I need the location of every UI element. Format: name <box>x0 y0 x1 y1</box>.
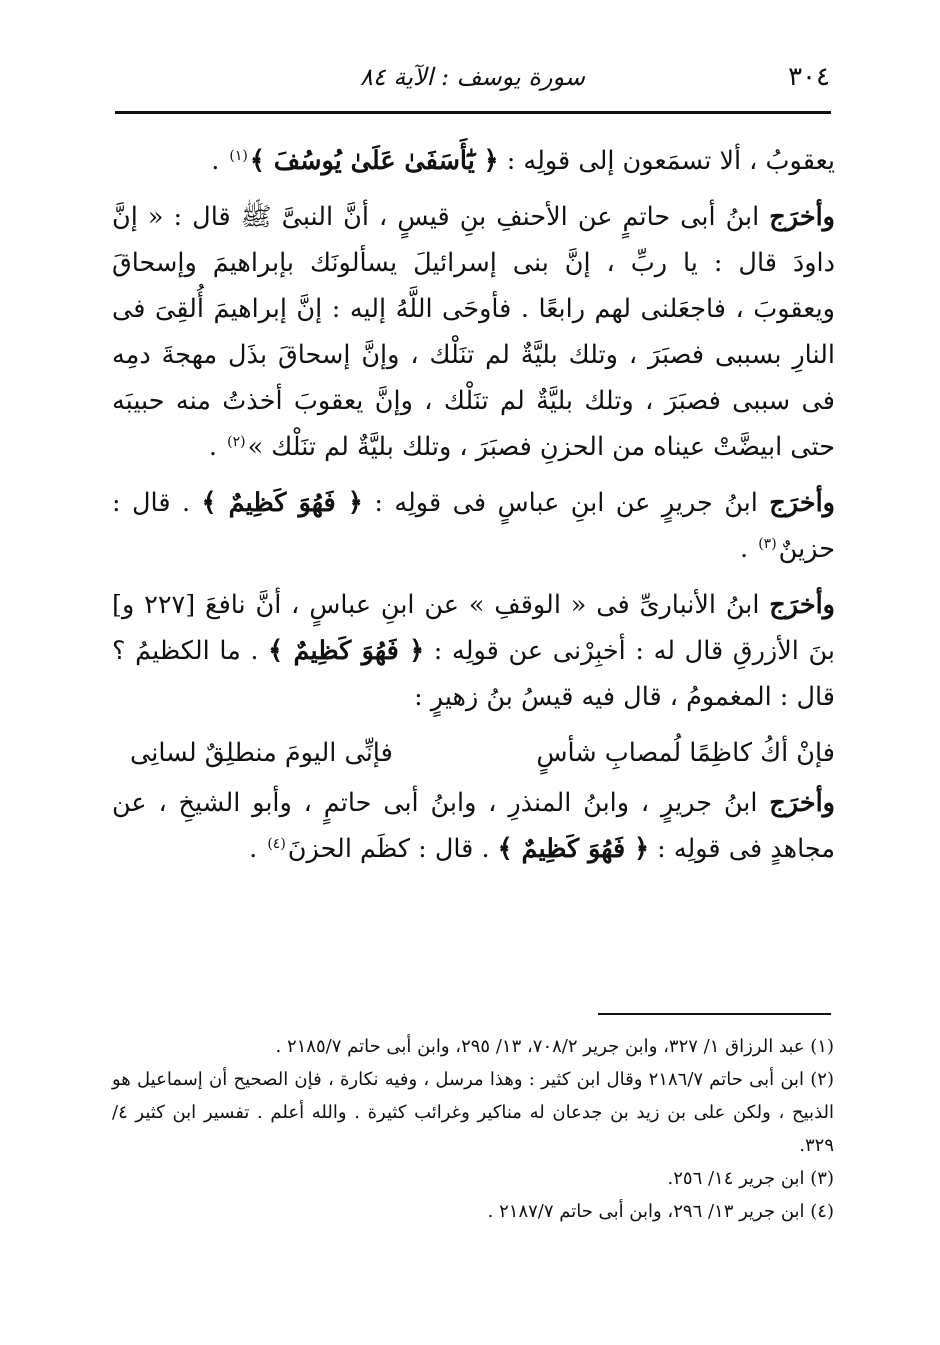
footnote-ref-3[interactable]: (٣) <box>758 535 777 552</box>
p3-text-2: . قال : حزينٌ <box>112 488 835 564</box>
p2-lead: وأخرَج <box>769 202 835 232</box>
p4-text: ابنُ الأنبارىِّ فى « الوقفِ » عن ابنِ عباسٍ ، أنَّ نافعَ [٢٢٧ و] بنَ الأزرقِ قال له : أخبِرْنى عن قولِه : <box>112 590 836 666</box>
p5-lead: وأخرَج <box>769 788 835 818</box>
p3-quran-quote: ﴿ فَهُوَ كَظِيمٌ ﴾ <box>201 488 363 518</box>
footnotes <box>112 1030 834 1228</box>
paragraph-5 <box>112 780 835 872</box>
p1-quran-quote: ﴿ يَٰٓأَسَفَىٰ عَلَىٰ يُوسُفَ ﴾ <box>249 146 499 176</box>
header-rule <box>115 111 831 114</box>
footnote-ref-2[interactable]: (٢) <box>227 433 246 450</box>
p4-text-2: . ما الكظيمُ ؟ قال : المغمومُ ، قال فيه قيسُ بنُ زهيرٍ : <box>112 636 835 712</box>
p3-end: . <box>739 534 757 564</box>
verse-hemistich-1: فإنْ أكُ كاظِمًا لُمصابِ شأسٍ <box>536 738 835 768</box>
verse-hemistich-2: فإنِّى اليومَ منطلِقٌ لسانِى <box>130 738 393 768</box>
p3-lead: وأخرَج <box>769 488 835 518</box>
p4-quran-quote: ﴿ فَهُوَ كَظِيمٌ ﴾ <box>268 636 425 666</box>
p2-end: . <box>208 432 226 462</box>
paragraph-2 <box>112 194 835 470</box>
p5-text-2: . قال : كظَم الحزنَ <box>287 834 498 864</box>
paragraph-3 <box>112 480 835 572</box>
p4-lead: وأخرَج <box>769 590 835 620</box>
p5-end: . <box>249 834 266 864</box>
main-text <box>112 138 835 882</box>
footnote-1: (١) عبد الرزاق ١/ ٣٢٧، وابن جرير ٧٠٨/٢، ١٣/ ٢٩٥، وابن أبى حاتم ٢١٨٥/٧ . <box>275 1036 834 1057</box>
footnote-ref-1[interactable]: (١) <box>229 147 248 164</box>
footnote-3: (٣) ابن جرير ١٤/ ٢٥٦. <box>667 1168 834 1189</box>
footnote-ref-4[interactable]: (٤) <box>267 835 286 852</box>
page-number: ٣٠٤ <box>788 62 830 92</box>
poetry-verse <box>112 730 835 776</box>
page-header <box>115 58 830 102</box>
p3-text: ابنُ جريرٍ عن ابنِ عباسٍ فى قولِه : <box>362 488 770 518</box>
p2-text: ابنُ أبى حاتمٍ عن الأحنفِ بنِ قيسٍ ، أنَّ النبىَّ ﷺ قال : « إنَّ داودَ قال : يا ربِّ ، إنَّ بنى إسرائيلَ يسألونَك بإبراهيمَ وإسحاقَ ويعقوبَ ، فاجعَلنى لهم رابعًا . فأوحَى اللَّهُ إليه : إنَّ إبراهيمَ أُلقِىَ فى النارِ بسببى فصبَرَ ، وتلك بليَّةٌ لم تنَلْك ، وإنَّ إسحاقَ بذَل مهجةَ دمِه فى سببى فصبَرَ ، وتلك بليَّةٌ لم تنَلْك ، وإنَّ يعقوبَ أخذتُ منه حبيبَه حتى ابيضَّتْ عيناه من الحزنِ فصبَرَ ، وتلك بليَّةٌ لم تنَلْك » <box>112 202 835 462</box>
footnote-2: (٢) ابن أبى حاتم ٢١٨٦/٧ وقال ابن كثير : وهذا مرسل ، وفيه نكارة ، فإن الصحيح أن إسماعيل هو الذبيح ، ولكن على بن زيد بن جدعان له مناكير وغرائب كثيرة . والله أعلم . تفسير ابن كثير ٤/ ٣٢٩. <box>112 1069 834 1156</box>
running-title: سورة يوسف : الآية ٨٤ <box>360 63 585 91</box>
p5-text: ابنُ جريرٍ ، وابنُ المنذرِ ، وابنُ أبى حاتمٍ ، وأبو الشيخِ ، عن مجاهدٍ فى قولِه : <box>112 788 835 864</box>
footnote-4: (٤) ابن جرير ١٣/ ٢٩٦، وابن أبى حاتم ٢١٨٧/٧ . <box>487 1201 834 1222</box>
paragraph-4 <box>112 582 835 720</box>
paragraph-1 <box>112 138 835 184</box>
p5-quran-quote: ﴿ فَهُوَ كَظِيمٌ ﴾ <box>497 834 650 864</box>
p1-end: . <box>211 146 228 176</box>
footnote-separator <box>598 1013 831 1015</box>
p1-text: يعقوبُ ، ألا تسمَعون إلى قولِه : <box>498 146 835 176</box>
